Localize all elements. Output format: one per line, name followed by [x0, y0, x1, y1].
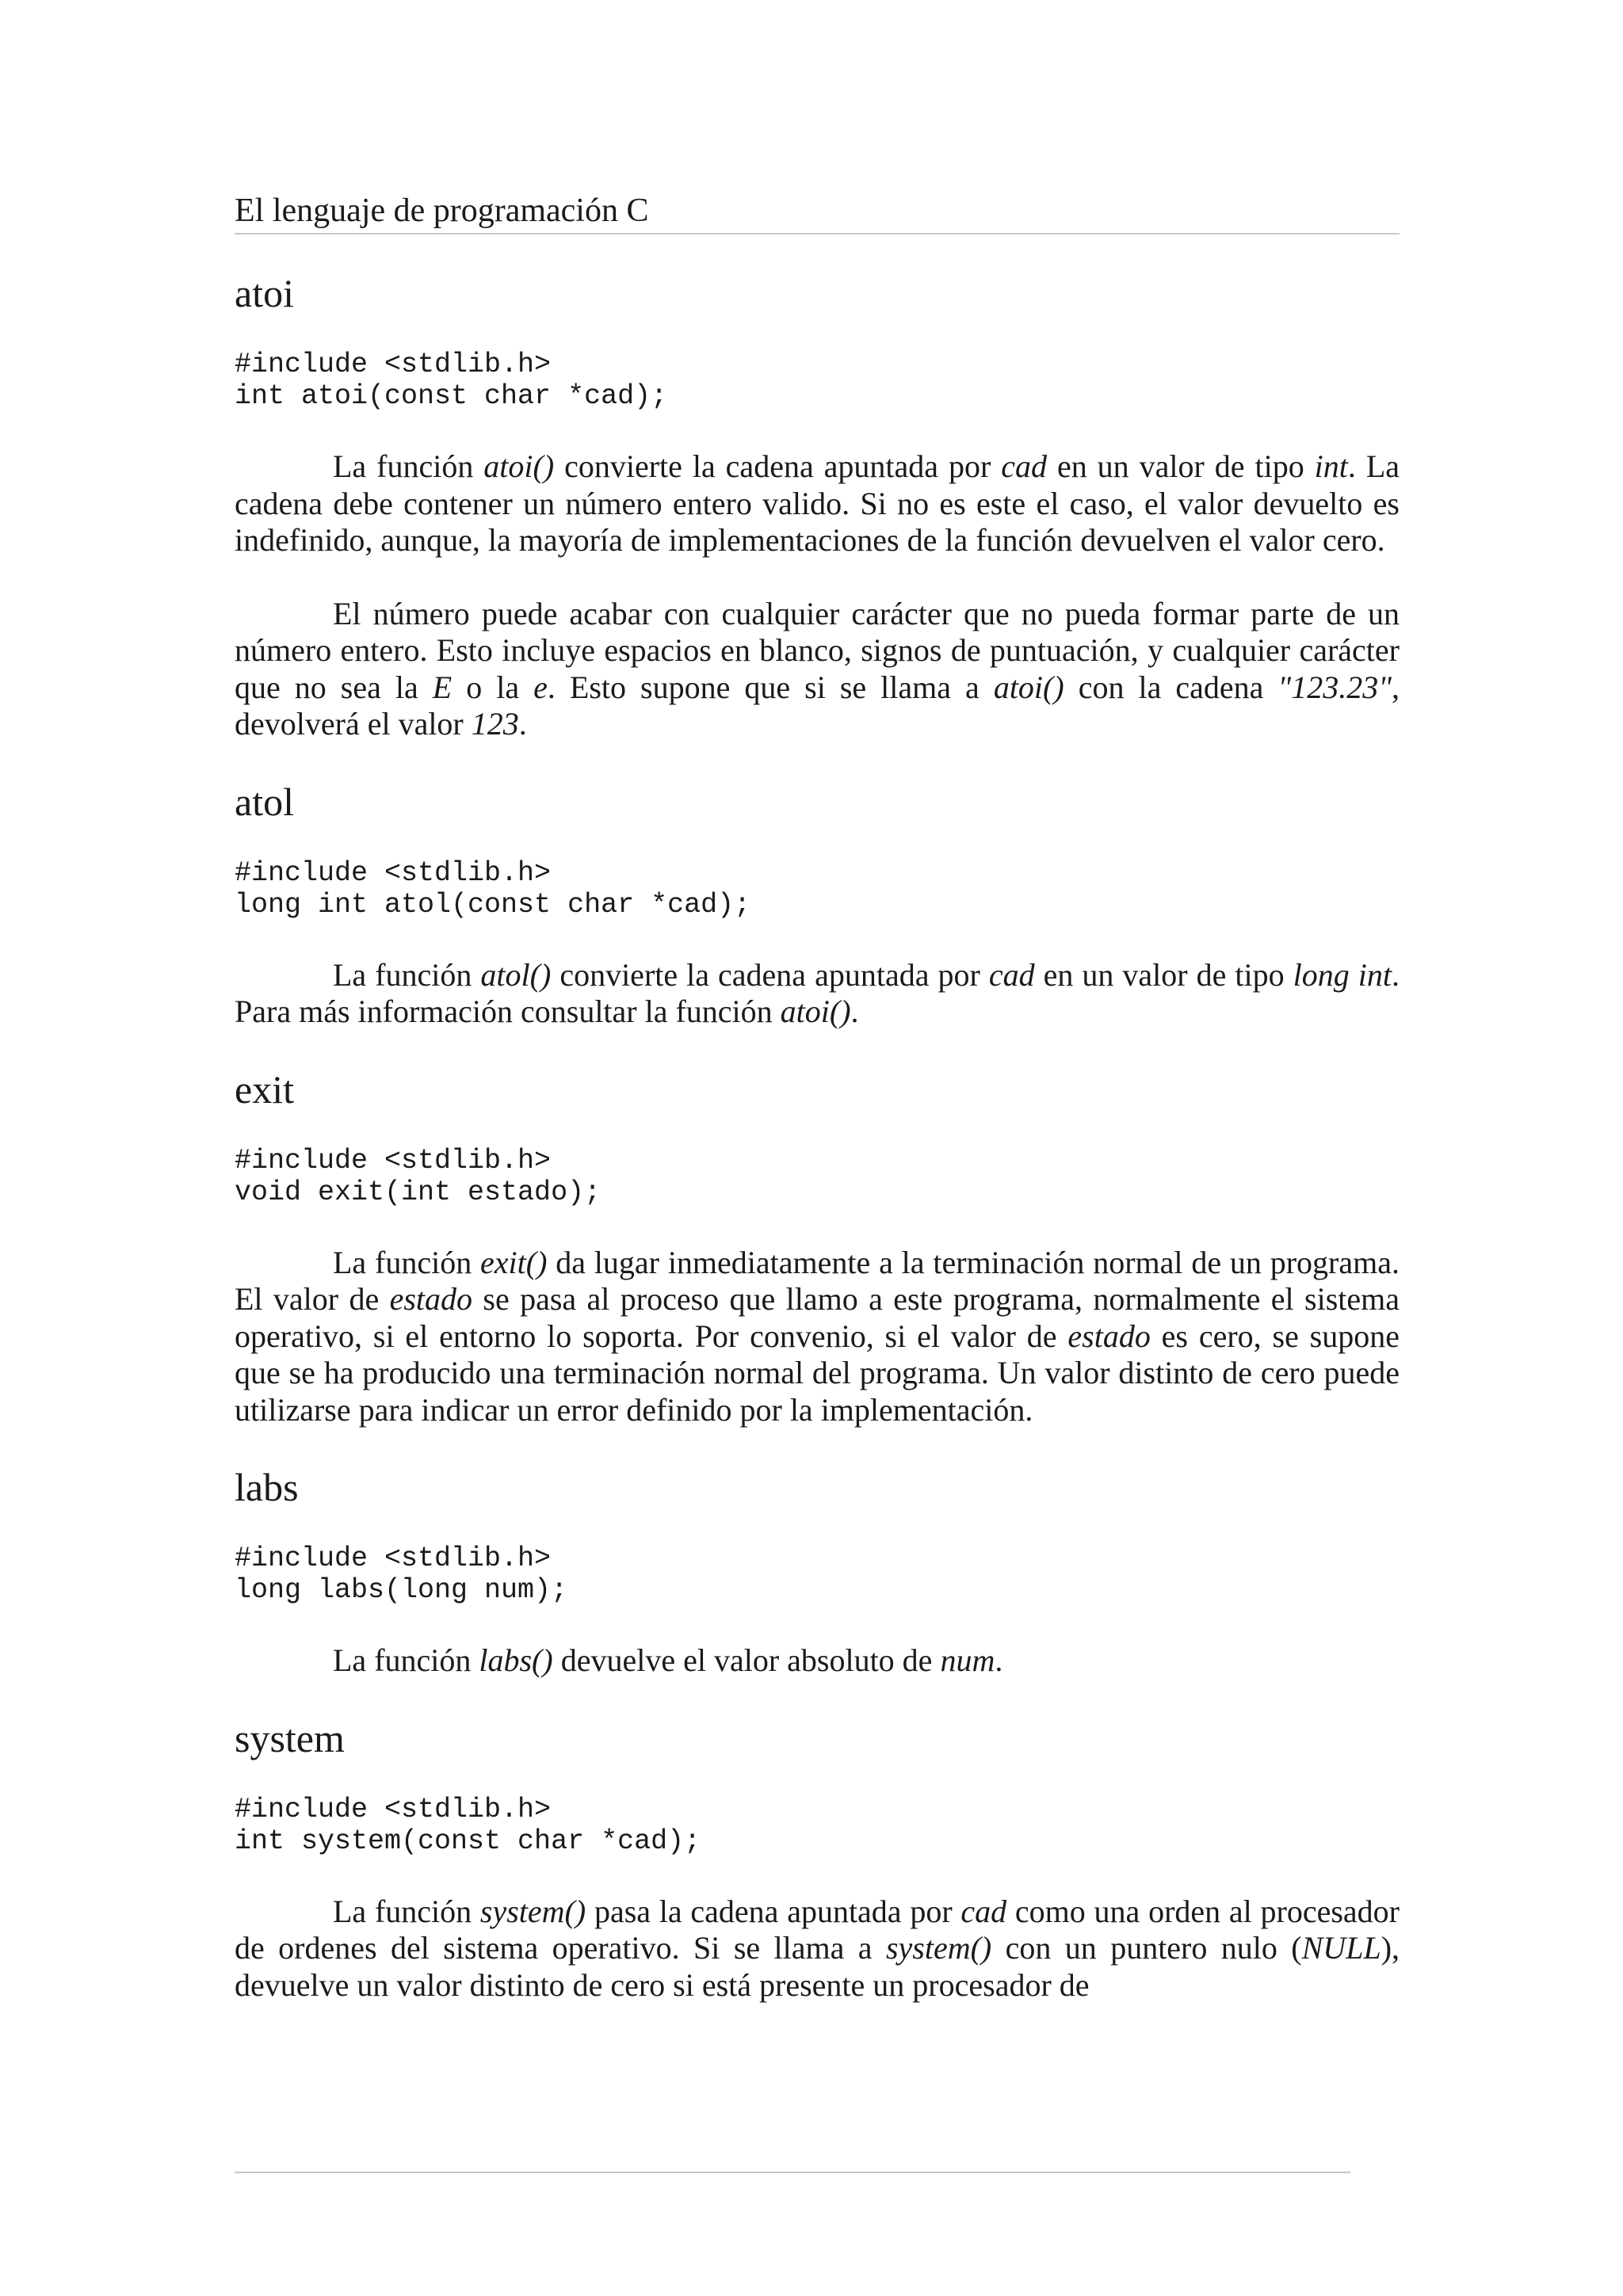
code-block — [235, 1145, 1400, 1208]
emphasis-text: system() — [479, 1893, 586, 1929]
body-text: en un valor de tipo — [1034, 956, 1293, 993]
body-text: El número puede acabar con cualquier carácter que no pueda formar parte de un número entero. Esto incluye espacios en blanco, signos de puntuación, y cualquier carácter que no sea la — [235, 595, 1400, 705]
body-text: se pasa al proceso que llamo a este programa, normalmente el sistema operativo, si el entorno lo soporta. Por convenio, si el valor de — [235, 1281, 1400, 1354]
emphasis-text: exit() — [480, 1244, 548, 1280]
body-text: pasa la cadena apuntada por — [586, 1893, 961, 1929]
page-content — [235, 269, 1400, 2004]
code-line: int atoi(const char *cad); — [235, 380, 668, 412]
section-heading: atoi — [235, 271, 294, 315]
body-paragraph — [235, 957, 1400, 1031]
code-block — [235, 1794, 1400, 1857]
body-text: La función — [333, 956, 481, 993]
body-paragraph — [235, 596, 1400, 743]
section-heading: exit — [235, 1066, 294, 1112]
body-paragraph — [235, 1642, 1400, 1680]
section-heading: system — [235, 1715, 345, 1760]
emphasis-text: cad — [988, 956, 1035, 993]
body-text: da lugar inmediatamente a la terminación normal de un programa. El valor de — [235, 1244, 1400, 1317]
body-text: convierte la cadena apuntada por — [554, 448, 1002, 484]
emphasis-text: num — [940, 1642, 995, 1678]
body-text: . — [850, 994, 859, 1029]
body-text: La función — [333, 1893, 480, 1929]
running-header: El lenguaje de programación C — [235, 190, 1400, 235]
code-block — [235, 349, 1400, 412]
code-block — [235, 857, 1400, 921]
body-text: . Para más información consultar la función — [235, 956, 1400, 1029]
emphasis-text: "123.23" — [1277, 669, 1392, 705]
function-section-atoi — [235, 269, 1400, 743]
code-block — [235, 1543, 1400, 1606]
document-page — [235, 190, 1400, 2004]
function-section-exit — [235, 1066, 1400, 1429]
emphasis-text: system() — [885, 1930, 992, 1966]
emphasis-text: int — [1314, 448, 1348, 484]
code-line: long int atol(const char *cad); — [235, 888, 751, 921]
body-text: . — [995, 1642, 1003, 1678]
emphasis-text: atoi() — [780, 994, 851, 1029]
body-text: o la — [452, 669, 534, 705]
code-line: #include <stdlib.h> — [235, 1144, 552, 1177]
emphasis-text: long int — [1293, 956, 1392, 993]
emphasis-text: atol() — [480, 956, 552, 993]
code-line: long labs(long num); — [235, 1574, 568, 1606]
body-text: con la cadena — [1064, 669, 1278, 705]
section-heading: labs — [235, 1465, 299, 1509]
emphasis-text: estado — [389, 1281, 473, 1317]
emphasis-text: atoi() — [483, 448, 555, 484]
body-text: . — [518, 706, 527, 742]
code-line: #include <stdlib.h> — [235, 1543, 552, 1574]
body-text: . Esto supone que si se llama a — [547, 669, 994, 705]
emphasis-text: cad — [960, 1893, 1007, 1929]
function-section-atol — [235, 778, 1400, 1031]
code-line: #include <stdlib.h> — [235, 349, 552, 380]
function-section-labs — [235, 1463, 1400, 1680]
body-text: ), devuelve un valor distinto de cero si está presente un procesador de — [235, 1930, 1400, 2003]
body-paragraph — [235, 1245, 1400, 1429]
body-text: , devolverá el valor — [235, 669, 1400, 742]
body-text: La función — [333, 1642, 479, 1678]
emphasis-text: E — [432, 669, 453, 705]
body-text: como una orden al procesador de ordenes del sistema operativo. Si se llama a — [235, 1893, 1400, 1966]
emphasis-text: atoi() — [993, 669, 1064, 705]
emphasis-text: estado — [1067, 1318, 1151, 1354]
body-text: La función — [333, 1244, 481, 1280]
emphasis-text: NULL — [1301, 1930, 1381, 1966]
emphasis-text: cad — [1001, 448, 1048, 484]
function-section-system — [235, 1714, 1400, 2004]
code-line: int system(const char *cad); — [235, 1825, 701, 1857]
body-text: en un valor de tipo — [1047, 448, 1315, 484]
code-line: #include <stdlib.h> — [235, 856, 552, 889]
body-text: es cero, se supone que se ha producido una terminación normal del programa. Un valor distinto de cero puede utilizarse para indicar un error definido por la implementación. — [235, 1318, 1400, 1428]
emphasis-text: e — [533, 669, 548, 705]
emphasis-text: labs() — [479, 1642, 553, 1678]
code-line: void exit(int estado); — [235, 1176, 601, 1208]
body-text: . La cadena debe contener un número entero valido. Si no es este el caso, el valor devuelto es indefinido, aunque, la mayoría de implementaciones de la función devuelven el valor cero. — [235, 448, 1400, 558]
body-text: La función — [333, 448, 484, 484]
body-paragraph — [235, 448, 1400, 559]
footer-rule — [235, 2172, 1350, 2173]
section-heading: atol — [235, 779, 294, 824]
emphasis-text: 123 — [471, 706, 519, 742]
body-paragraph — [235, 1894, 1400, 2004]
body-text: convierte la cadena apuntada por — [551, 956, 989, 993]
body-text: con un puntero nulo ( — [991, 1930, 1302, 1966]
body-text: devuelve el valor absoluto de — [552, 1642, 941, 1678]
code-line: #include <stdlib.h> — [235, 1793, 552, 1825]
